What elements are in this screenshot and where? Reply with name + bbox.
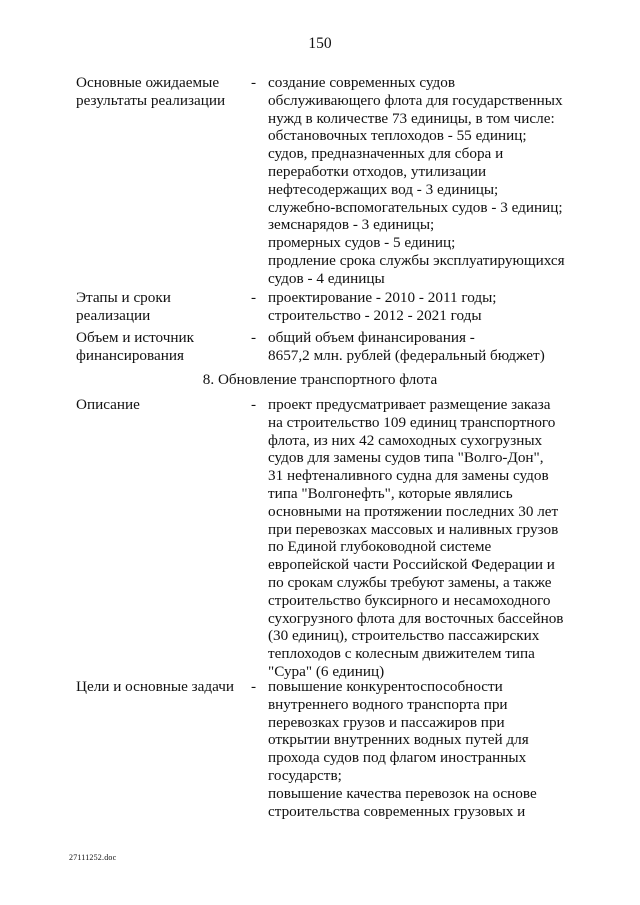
row-label [76,396,246,414]
content-line: 31 нефтеналивного судна для замены судов [268,467,549,485]
content-line: сухогрузного флота для восточных бассейнов [268,609,564,627]
label-line: финансирования [76,346,184,364]
content-line: основными на протяжении последних 30 лет [268,502,559,520]
label-line: Цели и основные задачи [76,678,234,695]
row-content [268,396,598,681]
content-line: типа "Волгонефть", которые являлись [268,484,513,502]
content-line: судов для замены судов типа "Волго-Дон", [268,449,544,467]
row-label [76,678,246,696]
row-dash: - [251,396,257,413]
content-line: служебно-вспомогательных судов - 3 единиц; [268,198,563,216]
row-label [76,289,246,325]
row-dash: - [251,678,257,695]
row-dash: - [251,329,257,346]
label-line: реализации [76,306,151,324]
content-line: на строительство 109 единиц транспортного [268,413,556,431]
content-line: открытии внутренних водных путей для [268,731,529,749]
row-content [268,329,598,365]
content-line: государств; [268,766,342,784]
row-dash: - [251,74,257,91]
page-number: 150 [308,35,332,52]
content-line: обстановочных теплоходов - 55 единиц; [268,127,527,145]
label-line: Описание [76,396,140,413]
content-line: обслуживающего флота для государственных [268,91,563,109]
content-line: при перевозках массовых и наливных грузов [268,520,559,538]
content-line: продление срока службы эксплуатирующихся [268,251,565,269]
content-line: по Единой глубоководной системе [268,538,492,556]
content-line: общий объем финансирования - [268,329,475,346]
content-line: строительство буксирного и несамоходного [268,591,551,609]
content-line: европейской части Российской Федерации и [268,556,555,574]
content-line: проектирование - 2010 - 2011 годы; [268,289,497,306]
content-line: проект предусматривает размещение заказа [268,396,551,413]
section-heading: 8. Обновление транспортного флота [202,371,438,388]
document-file-reference: 27111252.doc [69,853,117,862]
row-content [268,289,598,325]
label-line: результаты реализации [76,91,226,109]
content-line: переработки отходов, утилизации [268,162,487,180]
content-line: судов - 4 единицы [268,269,385,287]
label-line: Этапы и сроки [76,289,171,306]
label-line: Объем и источник [76,329,195,346]
content-line: повышение конкурентоспособности [268,678,503,695]
content-line: теплоходов с колесным движителем типа [268,645,535,663]
content-line: земснарядов - 3 единицы; [268,216,435,234]
content-line: повышение качества перевозок на основе [268,784,537,802]
content-line: флота, из них 42 самоходных сухогрузных [268,431,543,449]
label-line: Основные ожидаемые [76,74,220,91]
content-line: "Сура" (6 единиц) [268,662,385,680]
content-line: внутреннего водного транспорта при [268,695,508,713]
content-line: судов, предназначенных для сбора и [268,145,504,163]
content-line: строительства современных грузовых и [268,802,526,820]
content-line: промерных судов - 5 единиц; [268,234,456,252]
row-label [76,74,246,110]
content-line: строительство - 2012 - 2021 годы [268,306,482,324]
row-label [76,329,246,365]
row-content [268,678,598,820]
content-line: создание современных судов [268,74,456,91]
content-line: прохода судов под флагом иностранных [268,749,527,767]
row-content [268,74,598,288]
content-line: нужд в количестве 73 единицы, в том числе: [268,109,555,127]
row-dash: - [251,289,257,306]
content-line: перевозках грузов и пассажиров при [268,713,505,731]
content-line: (30 единиц), строительство пассажирских [268,627,540,645]
content-line: 8657,2 млн. рублей (федеральный бюджет) [268,346,545,364]
content-line: по срокам службы требуют замены, а также [268,573,552,591]
content-line: нефтесодержащих вод - 3 единицы; [268,180,499,198]
